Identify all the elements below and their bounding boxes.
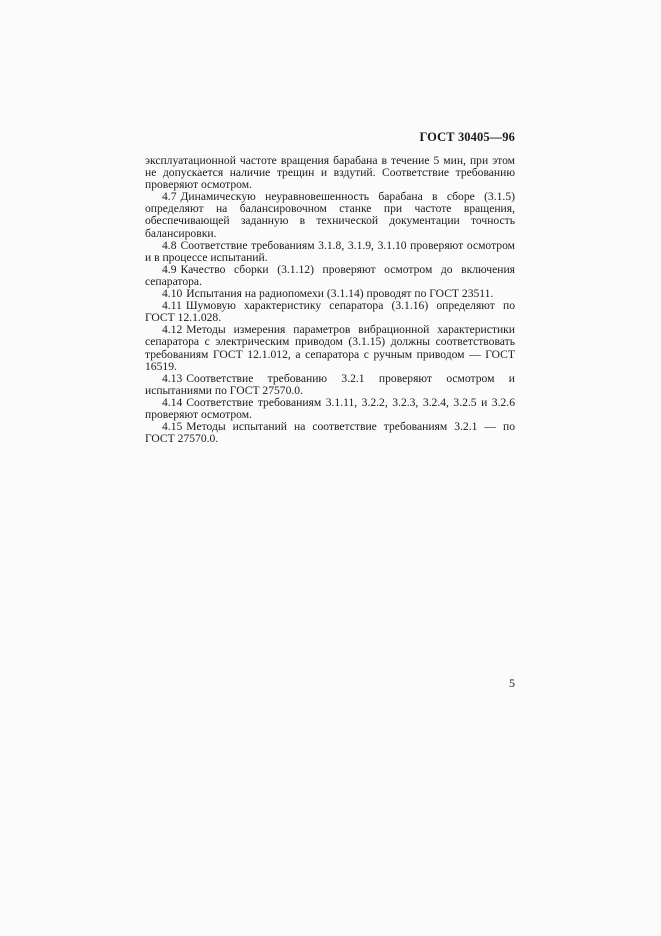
paragraph-4-12 xyxy=(145,324,515,372)
document-header xyxy=(419,130,515,145)
paragraph-text: Соответствие требованию 3.2.1 проверяют осмотром и испытаниями по ГОСТ 27570.0. xyxy=(145,371,515,397)
paragraph-4-11 xyxy=(145,300,515,324)
paragraph-text: Качество сборки (3.1.12) проверяют осмотром до включения сепаратора. xyxy=(145,262,515,288)
paragraph-text: Методы измерения параметров вибрационной характеристики сепаратора с электрическим приводом (3.1.15) должны соответствовать требованиям ГОСТ 12.1.012, а сепаратора с ручным приводом — ГОСТ 16519. xyxy=(145,323,515,373)
paragraph-text: Шумовую характеристику сепаратора (3.1.16) определяют по ГОСТ 12.1.028. xyxy=(145,299,515,325)
paragraph-text: Динамическую неуравновешенность барабана в сборе (3.1.5) определяют на балансировочном станке при частоте вращения, обеспечивающей заданную в технической документации точность балансировки. xyxy=(145,190,515,240)
paragraph-text: эксплуатационной частоте вращения барабана в течение 5 мин, при этом не допускается наличие трещин и вздутий. Соответствие требованию проверяют осмотром. xyxy=(145,154,515,192)
paragraph-4-15 xyxy=(145,421,515,445)
paragraph-number: 4.7 xyxy=(162,190,177,204)
paragraph-4-14 xyxy=(145,397,515,421)
paragraph-number: 4.14 xyxy=(162,395,183,409)
paragraph-number: 4.10 xyxy=(162,287,183,301)
paragraph-number: 4.15 xyxy=(162,420,183,434)
document-body xyxy=(145,155,515,445)
paragraph-4-9 xyxy=(145,264,515,288)
paragraph-number: 4.8 xyxy=(162,238,177,252)
paragraph-number: 4.11 xyxy=(162,299,182,313)
paragraph-continuation xyxy=(145,155,515,191)
paragraph-number: 4.13 xyxy=(162,371,183,385)
paragraph-text: Соответствие требованиям 3.1.11, 3.2.2, 3.2.3, 3.2.4, 3.2.5 и 3.2.6 проверяют осмотром. xyxy=(145,395,515,421)
paragraph-text: Методы испытаний на соответствие требованиям 3.2.1 — по ГОСТ 27570.0. xyxy=(145,420,515,446)
page-number: 5 xyxy=(509,676,515,690)
paragraph-4-7 xyxy=(145,191,515,239)
paragraph-text: Соответствие требованиям 3.1.8, 3.1.9, 3.1.10 проверяют осмотром и в процессе испытаний. xyxy=(145,238,515,264)
paragraph-text: Испытания на радиопомехи (3.1.14) проводят по ГОСТ 23511. xyxy=(186,287,494,301)
paragraph-4-13 xyxy=(145,373,515,397)
paragraph-number: 4.12 xyxy=(162,323,183,337)
standard-id: ГОСТ 30405—96 xyxy=(419,130,515,144)
paragraph-number: 4.9 xyxy=(162,262,177,276)
paragraph-4-8 xyxy=(145,240,515,264)
